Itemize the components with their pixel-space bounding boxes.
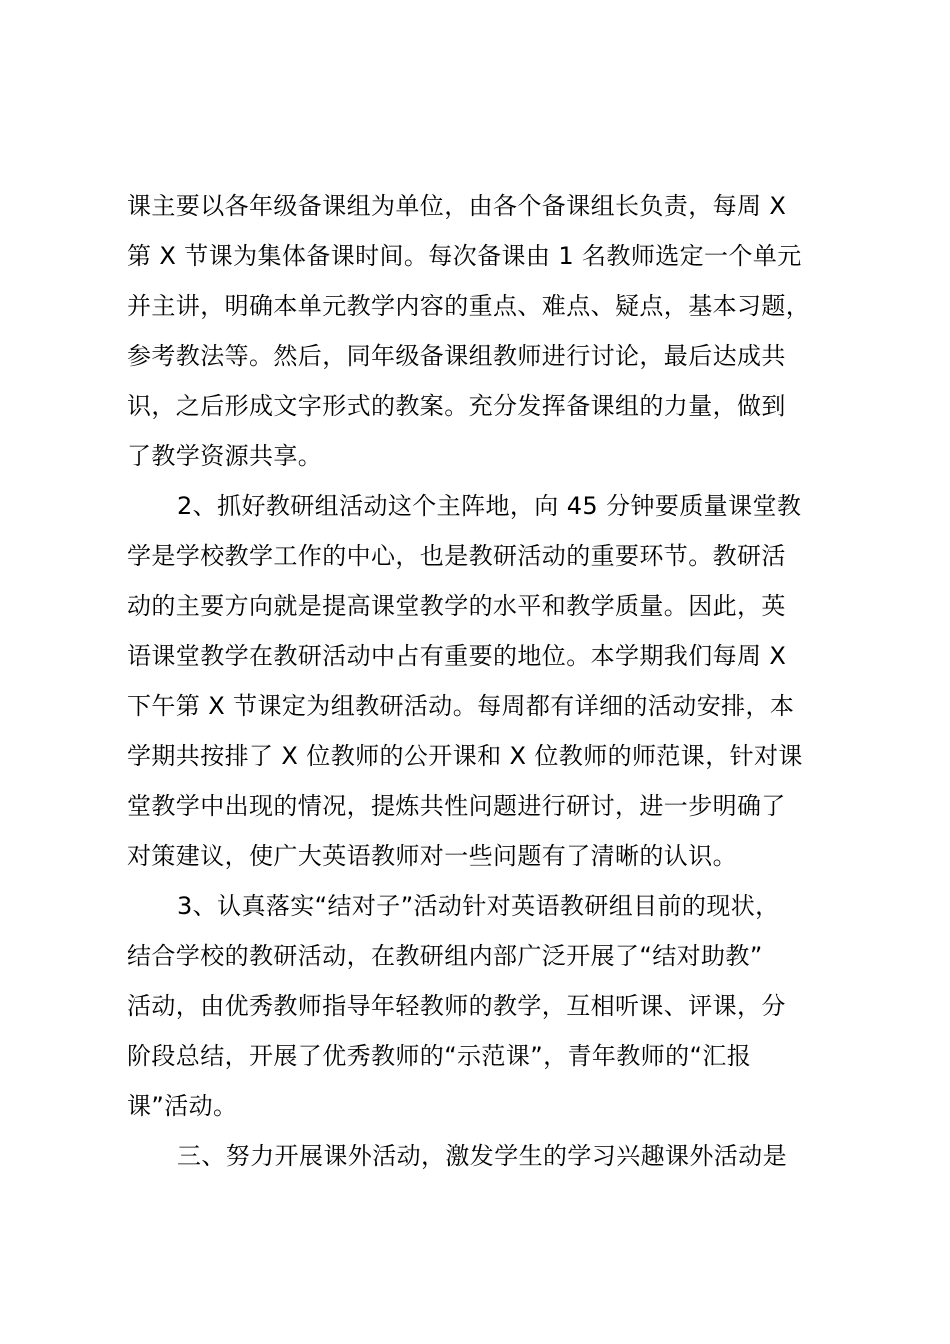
text-line: 学期共按排了 X 位教师的公开课和 X 位教师的师范课，针对课 (127, 742, 803, 770)
text-line: 学是学校教学工作的中心，也是教研活动的重要环节。教研活 (127, 542, 786, 570)
document-body (127, 181, 847, 1181)
text-line: 第 X 节课为集体备课时间。每次备课由 1 名教师选定一个单元 (127, 242, 802, 270)
text-line: 活动，由优秀教师指导年轻教师的教学，互相听课、评课，分 (127, 992, 786, 1020)
paragraph-first-line: 2、抓好教研组活动这个主阵地，向 45 分钟要质量课堂教 (177, 492, 802, 520)
section-heading-line: 三、努力开展课外活动，激发学生的学习兴趣课外活动是 (177, 1142, 787, 1170)
text-line: 识，之后形成文字形式的教案。充分发挥备课组的力量，做到 (127, 392, 786, 420)
text-line: 课”活动。 (127, 1092, 238, 1120)
text-line: 语课堂教学在教研活动中占有重要的地位。本学期我们每周 X (127, 642, 787, 670)
text-line: 了教学资源共享。 (127, 442, 323, 470)
text-line: 下午第 X 节课定为组教研活动。每周都有详细的活动安排，本 (127, 692, 795, 720)
text-line: 动的主要方向就是提高课堂教学的水平和教学质量。因此，英 (127, 592, 786, 620)
text-line: 堂教学中出现的情况，提炼共性问题进行研讨，进一步明确了 (127, 792, 786, 820)
text-line: 对策建议，使广大英语教师对一些问题有了清晰的认识。 (127, 842, 737, 870)
text-line: 课主要以各年级备课组为单位，由各个备课组长负责，每周 X (127, 192, 787, 220)
text-line: 参考教法等。然后，同年级备课组教师进行讨论，最后达成共 (127, 342, 786, 370)
text-line: 并主讲，明确本单元教学内容的重点、难点、疑点，基本习题， (127, 292, 811, 320)
paragraph-first-line: 3、认真落实“结对子”活动针对英语教研组目前的现状， (177, 892, 780, 920)
text-line: 结合学校的教研活动，在教研组内部广泛开展了“结对助教” (127, 942, 763, 970)
text-line: 阶段总结，开展了优秀教师的“示范课”，青年教师的“汇报 (127, 1042, 752, 1070)
